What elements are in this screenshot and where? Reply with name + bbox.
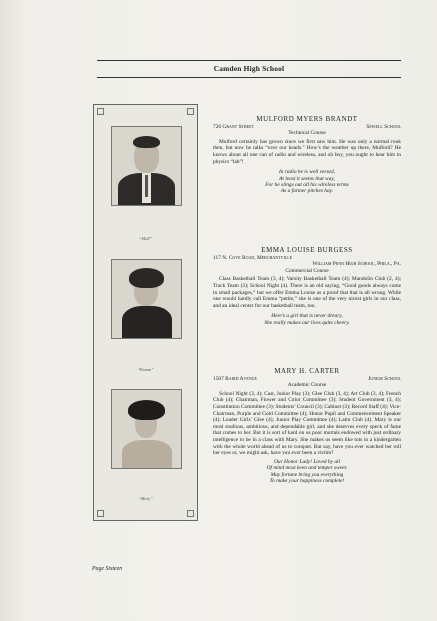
poem-line: To make your happiness complete! <box>269 477 345 484</box>
course-name: Technical Course <box>288 130 326 137</box>
photo-caption: “Mary” <box>138 496 153 501</box>
previous-school: William Penn High School, Phila., Pa. <box>312 261 401 268</box>
poem-line: In radio he is well versed, <box>279 169 335 176</box>
portrait-mary <box>111 389 182 469</box>
student-poem <box>213 169 401 195</box>
poem-line: Of mind most keen and temper sweet. <box>266 465 348 472</box>
course-name: Commercial Course <box>285 267 329 274</box>
poem-line: May fortune bring you everything <box>270 471 344 478</box>
student-address <box>213 255 401 262</box>
student-description: School Night (3, 4); Cast, Junior Play (3); Glee Club (3, 4); Art Club (3, 4); French Club (4); Chairman, Flower and Color Committee (3); Student Government (3, 4); Constitution Committee (3); Students’ Council (3); Cabinet (3); Record Staff (4); Vice-Chairman, Purple and Gold Committee (4); Honor Pupil and Commencement Speaker (4); Leader Girls’ Glee (4); Junior Play Committee (4); Latin Club (4). Mary is our most studious, ambitious, and dependable girl, and she deserves every speck of fame that comes to her. But it is sort of hard on us poor mortals endowed with just ordinary intelligence to be in a class with Mary. She makes us seem like tots in a kindergarten with the whole world ahead of us to conquer. But say, have you ever watched her roll her eyes or, we might ask, have you ever been a victim? <box>213 390 401 457</box>
header-rule-top <box>97 60 401 61</box>
student-address <box>213 376 401 383</box>
student-poem <box>213 459 401 485</box>
poem-line: Our Honor Lady! Loved by all <box>273 458 341 465</box>
poem-line: Here’s a girl that is never dreary, <box>271 313 343 320</box>
portrait-mulford <box>111 126 182 206</box>
portrait-emma <box>111 259 182 339</box>
poem-line: As a farmer pitches hay. <box>280 188 334 195</box>
student-name: MULFORD MYERS BRANDT <box>256 116 358 123</box>
corner-ornament <box>97 108 104 115</box>
photo-caption: “Moll” <box>138 236 153 241</box>
page-header-title: Camden High School <box>213 64 285 73</box>
student-name: MARY H. CARTER <box>274 368 340 375</box>
student-name: EMMA LOUISE BURGESS <box>261 247 353 254</box>
previous-school: Junior School <box>368 375 401 382</box>
student-address-line2 <box>213 261 401 268</box>
address-street: 117 N. Cove Road, Merchantville <box>213 254 293 261</box>
student-poem <box>213 313 401 326</box>
student-address <box>213 124 401 131</box>
corner-ornament <box>187 108 194 115</box>
corner-ornament <box>187 510 194 517</box>
entry-mary-carter <box>213 369 401 484</box>
photo-caption: “Emma” <box>137 367 154 372</box>
previous-school: Sewell School <box>366 123 401 130</box>
address-street: 1507 Baird Avenue <box>213 375 257 382</box>
address-street: 726 Grant Street <box>213 123 255 130</box>
photo-strip <box>93 104 198 521</box>
poem-line: She really makes our lives quite cheery. <box>264 319 350 326</box>
page-number: Page Sixteen <box>92 566 123 572</box>
student-description: Class Basketball Team (3, 4); Varsity Basketball Team (4); Mandolin Club (2, 4); Track Team (3); School Night (4). There is an old saying, “Good goods always come in small packages,” but we offer Emma Louise as a proof that that is all wrong. While one would hardly call Emma “petite,” she is one of the very nicest girls in our class, and an ideal center for our basketball team, too. <box>213 276 401 309</box>
poem-line: At least it seems that way, <box>279 175 335 182</box>
poem-line: For he slings out all his wireless terms <box>265 181 349 188</box>
header-rule-bottom <box>97 77 401 78</box>
entry-emma-burgess <box>213 248 401 326</box>
entry-mulford-brandt <box>213 117 401 195</box>
corner-ornament <box>97 510 104 517</box>
student-description: Mulford certainly has grown since we first saw him. He was only a normal rook then, but now he talks “over our heads.” How’s the weather up there, Mulford? He knows about all one can of radio and wireless, and oh boy, you ought to hear him in physics “lab”! <box>213 138 401 165</box>
course-name: Academic Course <box>287 382 327 389</box>
